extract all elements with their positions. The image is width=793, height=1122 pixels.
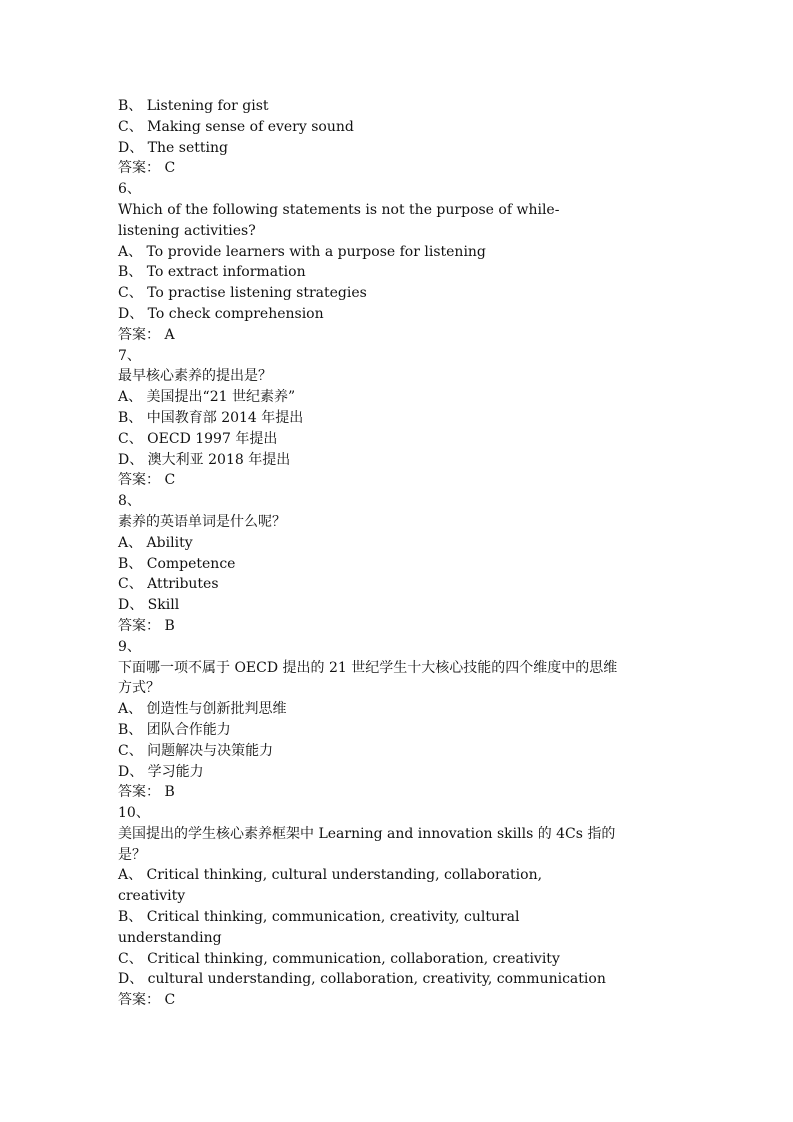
option-a-q9: A、 创造性与创新批判思维: [118, 701, 287, 718]
option-b-q9: B、 团队合作能力: [118, 721, 231, 738]
option-a-q8: A、 Ability: [118, 534, 193, 551]
option-d-q6: D、 To check comprehension: [118, 305, 324, 322]
option-b-q8: B、 Competence: [118, 555, 236, 572]
question-text-6-line1: Which of the following statements is not the purpose of while-: [118, 201, 560, 218]
option-a-q6: A、 To provide learners with a purpose for listening: [118, 243, 486, 260]
question-number-10: 10、: [118, 805, 150, 822]
option-d-q9: D、 学习能力: [118, 763, 204, 780]
question-text-6-line2: listening activities?: [118, 222, 256, 239]
question-number-7: 7、: [118, 347, 141, 364]
option-c-q7: C、 OECD 1997 年提出: [118, 430, 278, 447]
question-text-8: 素养的英语单词是什么呢？: [118, 513, 286, 530]
option-c-q6: C、 To practise listening strategies: [118, 285, 367, 302]
question-text-10-line2: 是？: [118, 846, 146, 863]
option-b-q10-line2: understanding: [118, 929, 222, 946]
question-text-9-line1: 下面哪一项不属于 OECD 提出的 21 世纪学生十大核心技能的四个维度中的思维: [118, 659, 618, 676]
question-text-10-line1: 美国提出的学生核心素养框架中 Learning and innovation skills 的 4Cs 指的: [118, 825, 616, 842]
answer-q10: 答案： C: [118, 992, 176, 1009]
question-number-9: 9、: [118, 638, 141, 655]
document-page: [118, 96, 678, 1011]
option-a-q7: A、 美国提出“21 世纪素养”: [118, 389, 296, 406]
option-c-q10: C、 Critical thinking, communication, collaboration, creativity: [118, 950, 560, 967]
option-c-q8: C、 Attributes: [118, 576, 219, 593]
option-b-q5: B、 Listening for gist: [118, 98, 269, 114]
option-d-q5: D、 The setting: [118, 139, 228, 156]
option-a-q10-line2: creativity: [118, 888, 186, 905]
question-text-7: 最早核心素养的提出是？: [118, 368, 272, 385]
option-d-q8: D、 Skill: [118, 597, 180, 614]
answer-q6: 答案： A: [118, 326, 175, 343]
option-c-q5: C、 Making sense of every sound: [118, 118, 354, 135]
option-d-q7: D、 澳大利亚 2018 年提出: [118, 451, 291, 468]
option-c-q9: C、 问题解决与决策能力: [118, 742, 274, 759]
question-text-9-line2: 方式？: [118, 680, 160, 697]
option-b-q10-line1: B、 Critical thinking, communication, creativity, cultural: [118, 909, 520, 926]
answer-q8: 答案： B: [118, 617, 175, 634]
answer-q9: 答案： B: [118, 784, 175, 801]
answer-q7: 答案： C: [118, 472, 176, 489]
option-b-q7: B、 中国教育部 2014 年提出: [118, 409, 304, 426]
question-number-6: 6、: [118, 181, 141, 198]
option-a-q10-line1: A、 Critical thinking, cultural understanding, collaboration,: [118, 867, 543, 884]
option-b-q6: B、 To extract information: [118, 264, 306, 281]
answer-q5: 答案： C: [118, 160, 176, 177]
question-number-8: 8、: [118, 493, 141, 510]
option-d-q10: D、 cultural understanding, collaboration, creativity, communication: [118, 971, 606, 988]
